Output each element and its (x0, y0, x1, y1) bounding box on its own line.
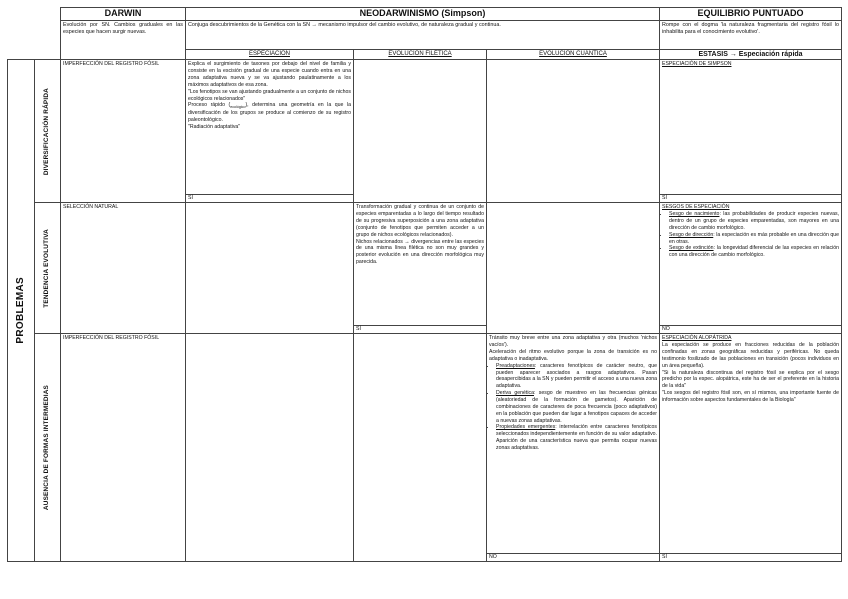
item-text: : la longevidad diferencial de las especies en relación con una dirección de cambio morfológico. (669, 245, 839, 259)
especiacion-paragraph: Explica el surgimiento de taxones por debajo del nivel de familia y consiste en la escisión gradual de una especie cuando entra en una zona adaptativa nueva y se va ajustando paulatinamente a los máximos adaptativos de esa zona. (188, 61, 351, 88)
row-label-tendencia: TENDENCIA EVOLUTIVA (43, 228, 51, 308)
corner-cell (8, 21, 35, 50)
corner-cell (8, 50, 35, 60)
text-subscript: ecológico (230, 105, 246, 110)
row-label-ausencia-cell (35, 334, 61, 562)
item-label: Sesgo de extinción (669, 245, 714, 252)
filetica-paragraph: Transformación gradual y continua de un conjunto de especies emparentadas a lo largo del tiempo resultado de su progresiva superposición a una zona adaptativa (conjunto de fenotipos que permiten acceder a un grupo de nichos ecológicos relacionados). (356, 204, 484, 238)
tendencia-darwin: SELECCIÓN NATURAL (61, 203, 186, 334)
ausencia-cuantica (487, 334, 660, 562)
item-text: : caracteres fenotípicos de carácter neutro, que pueden aparecer asociados a rasgos adaptativos. Pasan desapercibidas a la SN y pueden permitir el acceso a una nueva zona adaptativa. (496, 362, 657, 390)
list-item (669, 245, 839, 259)
cuantica-paragraph: Aceleración del ritmo evolutivo porque la zona de transición es no adaptativa o inadaptativa. (489, 348, 657, 362)
equilibrio-title: ESPECIACIÓN ALOPÁTRIDA (662, 335, 732, 342)
row-label-ausencia: AUSENCIA DE FORMAS INTERMEDIAS (43, 385, 51, 511)
equilibrio-verdict: NO (660, 325, 841, 333)
header-neodarwinismo: NEODARWINISMO (Simpson) (186, 8, 660, 21)
especiacion-quote: "Los fenotipos se van ajustando gradualmente a un conjunto de nichos ecológicos relacionados" (188, 88, 351, 102)
ausencia-especiacion (186, 334, 354, 562)
item-text: : las probabilidades de producir especies nuevas, dentro de un grupo de especies emparentadas, son mayores en una dirección de cambio morfológico. (669, 211, 839, 231)
item-text: : sesgo de muestreo en las frecuencias génicas (aleatoriedad de la formación de gametos). Aparición de combinaciones de caracteres de poca frecuencia (poco adaptativos) en la población que pueden dar lugar a fenotipos capaces de acceder a nuevas zonas adaptativas. (496, 390, 657, 424)
equilibrio-paragraph: La especiación se produce en fracciones reducidas de la población confinadas en zonas geográficas reducidas y periféricas. No queda testimonio fosilizado de las poblaciones en transición (pocos individuos en un área pequeña). (662, 342, 839, 369)
diversificacion-filetica (354, 60, 487, 203)
item-text: : interrelación entre caracteres fenotípicos seleccionados independientemente en función de su valor adaptativo. Aparición de una característica nueva que permita ocupar nuevas zonas adaptativas. (496, 424, 657, 451)
ausencia-darwin: IMPERFECCIÓN DEL REGISTRO FÓSIL (61, 334, 186, 562)
desc-darwin: Evolución por SN. Cambios graduales en las especies que hacen surgir nuevas. (61, 21, 186, 60)
subheader-estasis: ESTASIS → Especiación rápida (660, 50, 842, 60)
corner-cell (35, 21, 61, 50)
diversificacion-equilibrio (660, 60, 842, 203)
sesgos-list (662, 211, 839, 259)
list-item (496, 390, 657, 424)
diversificacion-darwin: IMPERFECCIÓN DEL REGISTRO FÓSIL (61, 60, 186, 203)
equilibrio-verdict: SÍ (660, 194, 841, 202)
mecanismos-list (489, 363, 657, 452)
header-darwin: DARWIN (61, 8, 186, 21)
ausencia-equilibrio (660, 334, 842, 562)
subheader-evolucion-filetica: EVOLUCIÓN FILÉTICA (354, 50, 487, 60)
equilibrio-verdict: SÍ (660, 553, 841, 561)
subheader-evolucion-cuantica: EVOLUCIÓN CUÁNTICA (487, 50, 660, 60)
row-label-tendencia-cell (35, 203, 61, 334)
row-label-diversificacion-cell (35, 60, 61, 203)
desc-neodarwinismo: Conjuga descubrimientos de la Genética con la SN → mecanismo impulsor del cambio evolutivo, de naturaleza gradual y continua. (186, 21, 660, 50)
list-item (669, 211, 839, 232)
list-item (496, 363, 657, 390)
equilibrio-quote: "Los sesgos del registro fósil son, en sí mismos, una importante fuente de información sobre aspectos fundamentales de la Biología" (662, 390, 839, 403)
ausencia-filetica (354, 334, 487, 562)
especiacion-verdict: SÍ (186, 194, 353, 202)
evolution-comparison-table (7, 7, 842, 562)
corner-cell (8, 8, 35, 21)
list-item (496, 424, 657, 451)
filetica-verdict: SÍ (354, 325, 486, 333)
problemas-label: PROBLEMAS (15, 277, 27, 345)
tendencia-equilibrio (660, 203, 842, 334)
subheader-especiacion: ESPECIACIÓN (186, 50, 354, 60)
equilibrio-title: ESPECIACIÓN DE SIMPSON (662, 61, 732, 68)
tendencia-filetica (354, 203, 487, 334)
header-equilibrio-puntuado: EQUILIBRIO PUNTUADO (660, 8, 842, 21)
item-label: Sesgo de nacimiento (669, 211, 720, 218)
filetica-paragraph: Nichos relacionados → divergencias entre las especies de una misma línea filética no son muy grandes y posterior evolución en una dirección morfológica muy parecida. (356, 238, 484, 266)
text-fragment: Proceso rápido ( (188, 102, 231, 109)
row-label-diversificacion: DIVERSIFICACIÓN RÁPIDA (43, 87, 51, 175)
equilibrio-quote: "Si la naturaleza discontinua del registro fósil se explica por el sesgo predicho por la espec. alopátrica, este ha de ser el preferente en la historia de la vida" (662, 369, 839, 390)
item-label: Deriva genética (496, 390, 534, 397)
especiacion-quote: "Radiación adaptativa" (188, 123, 241, 130)
list-item (669, 232, 839, 246)
item-label: Preadaptaciones (496, 362, 535, 369)
text-fragment: ), determina una geometría en la que la diversificación de los grupos se produce al comienzo de su registro paleontológico. (188, 102, 351, 124)
cuantica-verdict: NO (487, 553, 659, 561)
item-text: : la especiación es más probable en una dirección que en otras. (669, 231, 840, 245)
cuantica-paragraph: Tránsito muy breve entre una zona adaptativa y otra (muchos 'nichos vacíos'). (489, 335, 657, 349)
item-label: Propiedades emergentes (496, 424, 556, 431)
diversificacion-cuantica (487, 60, 660, 203)
tendencia-especiacion (186, 203, 354, 334)
especiacion-paragraph (188, 102, 351, 123)
tendencia-cuantica (487, 203, 660, 334)
item-label: Sesgo de dirección (669, 231, 714, 238)
corner-cell (35, 8, 61, 21)
problemas-label-cell (8, 60, 35, 562)
corner-cell (35, 50, 61, 60)
diversificacion-especiacion (186, 60, 354, 203)
desc-equilibrio: Rompe con el dogma 'la naturaleza fragmentaria del registro fósil lo inhabilita para el conocimiento evolutivo'. (660, 21, 842, 50)
equilibrio-title: SESGOS DE ESPECIACIÓN (662, 204, 730, 211)
